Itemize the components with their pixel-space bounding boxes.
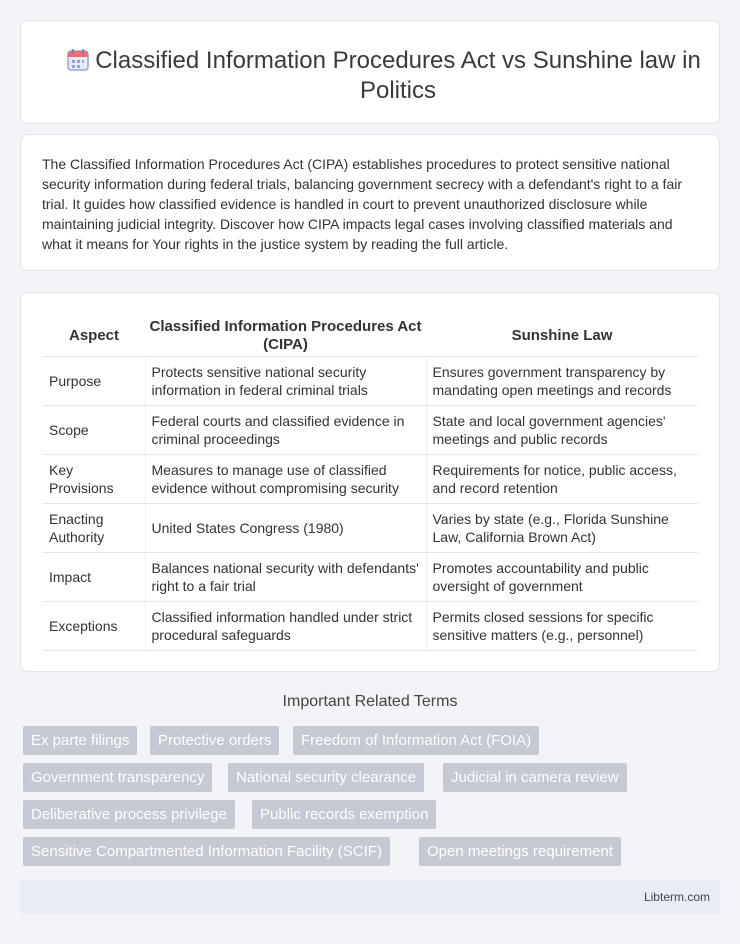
header-cipa: Classified Information Procedures Act (CIPA) [145,316,426,356]
row-cipa: Classified information handled under strict procedural safeguards [145,601,426,650]
tag-deliberative-process-privilege[interactable]: Deliberative process privilege [23,800,235,829]
row-cipa: Protects sensitive national security information in federal criminal trials [145,356,426,405]
table-row [43,405,698,454]
table-row [43,356,698,405]
row-aspect: Key Provisions [43,454,145,503]
footer-site-link[interactable]: Libterm.com [643,890,710,904]
footer [20,880,720,914]
tag-government-transparency[interactable]: Government transparency [23,763,212,792]
related-terms-title: Important Related Terms [282,693,458,710]
comparison-table [43,316,698,651]
calendar-icon [65,47,91,73]
intro-card [20,134,720,271]
row-sunshine: Promotes accountability and public oversight of government [426,552,698,601]
tag-public-records-exemption[interactable]: Public records exemption [252,800,436,829]
table-row [43,454,698,503]
tag-judicial-in-camera-review[interactable]: Judicial in camera review [443,763,627,792]
tag-national-security-clearance[interactable]: National security clearance [228,763,424,792]
tag-open-meetings-requirement[interactable]: Open meetings requirement [419,837,621,866]
table-row [43,601,698,650]
row-aspect: Exceptions [43,601,145,650]
row-aspect: Scope [43,405,145,454]
intro-paragraph: The Classified Information Procedures Act (CIPA) establishes procedures to protect sensitive national security information during federal trials, balancing government secrecy with a defendant's right to a fair trial. It guides how classified evidence is handled in court to prevent unauthorized disclosure while maintaining judicial integrity. Discover how CIPA impacts legal cases involving classified materials and what it means for Your rights in the justice system by reading the full article. [42,156,683,252]
table-row [43,503,698,552]
row-cipa: United States Congress (1980) [145,503,426,552]
header-card [20,20,720,124]
comparison-table-card [20,292,720,672]
row-sunshine: Requirements for notice, public access, and record retention [426,454,698,503]
row-aspect: Enacting Authority [43,503,145,552]
row-sunshine: Ensures government transparency by mandating open meetings and records [426,356,698,405]
tag-foia[interactable]: Freedom of Information Act (FOIA) [293,726,539,755]
tag-protective-orders[interactable]: Protective orders [150,726,279,755]
page-title: Classified Information Procedures Act vs Sunshine law in Politics [95,47,701,104]
row-cipa: Balances national security with defendants' right to a fair trial [145,552,426,601]
row-cipa: Measures to manage use of classified evidence without compromising security [145,454,426,503]
table-row [43,552,698,601]
tag-scif[interactable]: Sensitive Compartmented Information Facility (SCIF) [23,837,390,866]
row-aspect: Purpose [43,356,145,405]
header-sunshine: Sunshine Law [426,316,698,356]
row-sunshine: State and local government agencies' meetings and public records [426,405,698,454]
table-header-row [43,316,698,356]
row-sunshine: Permits closed sessions for specific sensitive matters (e.g., personnel) [426,601,698,650]
row-sunshine: Varies by state (e.g., Florida Sunshine Law, California Brown Act) [426,503,698,552]
header-aspect: Aspect [43,316,145,356]
tag-ex-parte-filings[interactable]: Ex parte filings [23,726,137,755]
row-aspect: Impact [43,552,145,601]
row-cipa: Federal courts and classified evidence in criminal proceedings [145,405,426,454]
